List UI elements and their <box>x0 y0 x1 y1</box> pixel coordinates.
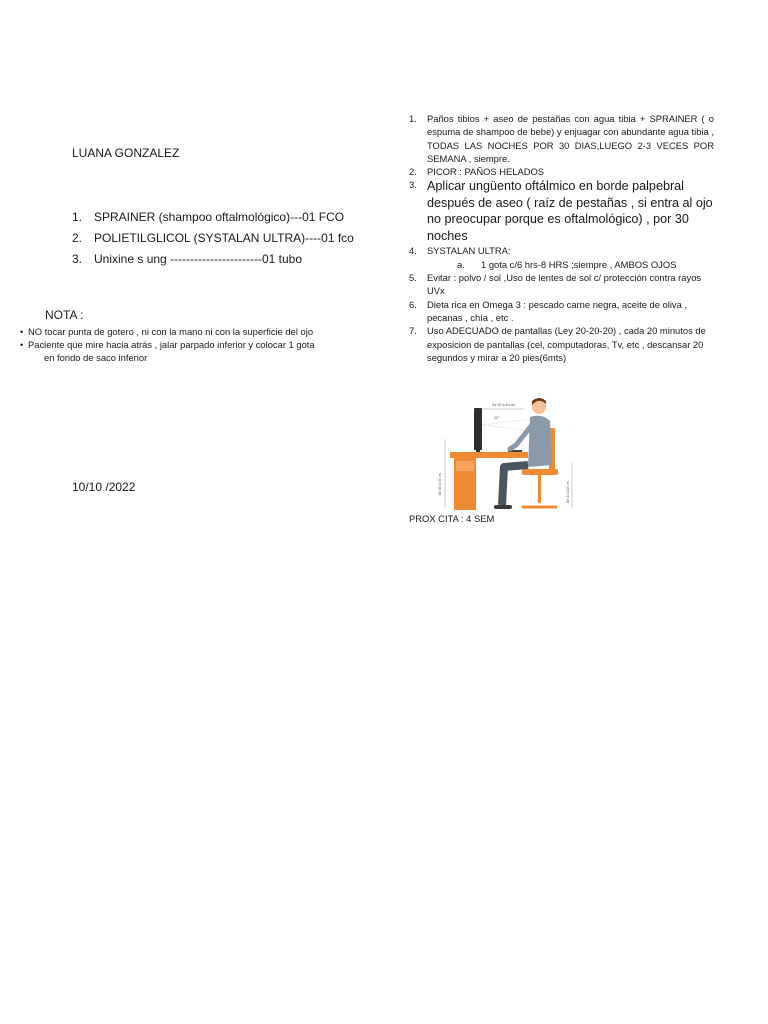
patient-name: LUANA GONZALEZ <box>72 146 180 160</box>
item-number: 3. <box>409 179 417 191</box>
item-number: 3. <box>72 252 83 266</box>
instruction-item <box>409 112 714 165</box>
item-text: Uso ADECUADO de pantallas (Ley 20-20-20) , cada 20 minutos de exposicion de pantallas (cel, computadoras, Tv, etc , descansar 20 segundos y mirar a 20 pies(6mts) <box>427 325 706 363</box>
seat-height-label: De 34 a 52 cm. <box>566 480 570 503</box>
nota-heading: NOTA : <box>45 308 84 322</box>
nota-item <box>20 325 360 338</box>
item-text: Dieta rica en Omega 3 : pescado carne negra, aceite de oliva , pecanas , chía , etc . <box>427 298 688 323</box>
item-number: 1. <box>72 210 83 224</box>
item-text: Unixine s ung -----------------------01 tubo <box>94 252 302 266</box>
nota-item <box>20 338 360 364</box>
instruction-item <box>409 324 714 364</box>
ergonomics-illustration <box>412 395 602 513</box>
nota-text-continued: en fondo de saco inferior <box>44 352 148 363</box>
item-text: PICOR : PAÑOS HELADOS <box>427 166 545 178</box>
item-number: 5. <box>409 272 417 284</box>
monitor <box>474 408 482 450</box>
angle-label: 20° <box>494 416 500 420</box>
sub-item-letter: a. <box>457 258 465 270</box>
bullet-icon: • <box>20 326 24 337</box>
sub-instruction <box>409 258 714 271</box>
instruction-item <box>409 271 714 298</box>
instruction-item <box>409 298 714 325</box>
item-number: 7. <box>409 325 417 337</box>
item-text: Paños tibios + aseo de pestañas con agua tibia + SPRAINER ( o espuma de shampoo de bebe) y enjuagar con abundante agua tibia , TODAS LAS NOCHES POR 30 DIAS,LUEGO 2-3 VECES POR SEMANA , siempre. <box>427 113 714 164</box>
desk-drawer <box>456 461 474 471</box>
monitor-stand <box>476 449 480 452</box>
instruction-item <box>409 244 714 257</box>
sub-item-text: 1 gota c/6 hrs-8 HRS ;siempre , AMBOS OJOS <box>481 258 677 270</box>
item-text: Evitar : polvo / sol ,Uso de lentes de sol c/ protección contra rayos UVx <box>427 272 702 297</box>
nota-text: NO tocar punta de gotero , ni con la mano ni con la superficie del ojo <box>28 326 314 337</box>
document-date: 10/10 /2022 <box>72 480 136 494</box>
item-number: 1. <box>409 113 417 124</box>
desk-top <box>450 452 528 458</box>
nota-text: Paciente que mire hacia atrás , jalar parpado inferior y colocar 1 gota <box>28 339 315 350</box>
item-text: SYSTALAN ULTRA: <box>427 245 511 257</box>
item-text: POLIETILGLICOL (SYSTALAN ULTRA)----01 fco <box>94 231 354 245</box>
item-number: 2. <box>72 231 83 245</box>
next-appointment: PROX CITA : 4 SEM <box>409 513 495 524</box>
prescription-list <box>72 210 372 273</box>
item-text: Aplicar ungüento oftálmico en borde palpebral después de aseo ( raíz de pestañas , si entra al ojo no preocupar porque es oftalmológico) , por 30 noches <box>427 179 713 243</box>
item-number: 4. <box>409 245 417 257</box>
prescription-item <box>72 231 372 252</box>
distance-label: De 50 a 60 cm. <box>492 403 517 407</box>
nota-list <box>20 325 360 364</box>
prescription-item <box>72 210 372 231</box>
chair-seat <box>522 469 558 475</box>
chair-post <box>538 475 541 503</box>
prescription-item <box>72 252 372 273</box>
item-number: 2. <box>409 166 417 178</box>
instruction-item <box>409 178 714 244</box>
desk-height-label: De 60 a 70 cm. <box>438 472 442 495</box>
instructions-list <box>409 112 714 364</box>
bullet-icon: • <box>20 339 24 350</box>
item-number: 6. <box>409 298 417 310</box>
item-text: SPRAINER (shampoo oftalmológico)---01 FCO <box>94 210 345 224</box>
instruction-item <box>409 165 714 178</box>
